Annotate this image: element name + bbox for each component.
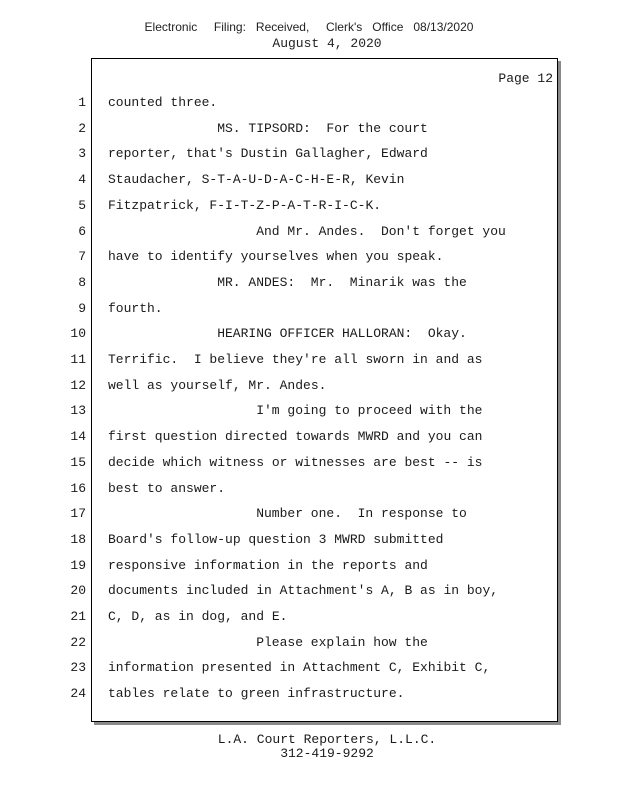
line-text: information presented in Attachment C, Exhibit C, — [108, 660, 491, 676]
line-number: 13 — [70, 403, 86, 419]
line-text: Board's follow-up question 3 MWRD submitted — [108, 531, 444, 547]
line-number: 24 — [70, 686, 86, 702]
line-text: Fitzpatrick, F-I-T-Z-P-A-T-R-I-C-K. — [108, 197, 382, 213]
line-number: 1 — [78, 95, 86, 110]
line-number: 22 — [70, 634, 86, 650]
line-number: 14 — [70, 429, 86, 445]
line-text: best to answer. — [108, 480, 226, 496]
line-number: 19 — [70, 557, 86, 573]
line-number: 23 — [70, 660, 86, 676]
line-text: MS. TIPSORD: For the court — [217, 120, 428, 136]
line-number: 15 — [70, 454, 86, 470]
page-number: Page 12 — [498, 71, 553, 86]
line-text: counted three. — [108, 95, 218, 110]
line-text: Terrific. I believe they're all sworn in and as — [108, 352, 483, 367]
line-number: 18 — [70, 531, 86, 547]
line-number: 8 — [78, 274, 86, 290]
line-number: 11 — [70, 352, 86, 367]
line-text: I'm going to proceed with the — [256, 403, 483, 419]
line-number: 20 — [70, 583, 86, 599]
line-text: Please explain how the — [256, 634, 428, 650]
line-number: 3 — [78, 146, 86, 162]
line-text: tables relate to green infrastructure. — [108, 686, 405, 702]
line-number: 12 — [70, 377, 86, 393]
line-text: reporter, that's Dustin Gallagher, Edward — [108, 146, 428, 162]
line-number: 5 — [78, 197, 86, 213]
line-number: 16 — [70, 480, 86, 496]
line-text: fourth. — [108, 300, 163, 316]
footer-company: L.A. Court Reporters, L.L.C. — [217, 732, 437, 747]
line-text: Staudacher, S-T-A-U-D-A-C-H-E-R, Kevin — [108, 172, 405, 188]
line-number: 7 — [78, 249, 86, 265]
line-text: HEARING OFFICER HALLORAN: Okay. — [217, 326, 467, 342]
line-text: first question directed towards MWRD and you can — [108, 429, 483, 445]
footer-phone: 312-419-9292 — [280, 746, 374, 761]
hearing-date: August 4, 2020 — [272, 36, 382, 51]
line-number: 17 — [70, 506, 86, 522]
line-text: documents included in Attachment's A, B as in boy, — [108, 583, 499, 599]
line-text: Number one. In response to — [256, 506, 467, 522]
filing-stamp: Electronic Filing: Received, Clerk's Office 08/13/2020 — [144, 20, 474, 34]
line-number: 21 — [70, 609, 86, 624]
line-text: have to identify yourselves when you speak. — [108, 249, 444, 265]
line-text: responsive information in the reports and — [108, 557, 428, 573]
line-number: 4 — [78, 172, 86, 188]
line-text: C, D, as in dog, and E. — [108, 609, 288, 624]
line-text: well as yourself, Mr. Andes. — [108, 377, 327, 393]
line-number: 10 — [70, 326, 86, 342]
line-number: 6 — [78, 223, 86, 239]
line-number: 9 — [78, 300, 86, 316]
line-number: 2 — [78, 120, 86, 136]
line-text: decide which witness or witnesses are best -- is — [108, 454, 483, 470]
line-text: And Mr. Andes. Don't forget you — [256, 223, 506, 239]
line-text: MR. ANDES: Mr. Minarik was the — [217, 274, 467, 290]
